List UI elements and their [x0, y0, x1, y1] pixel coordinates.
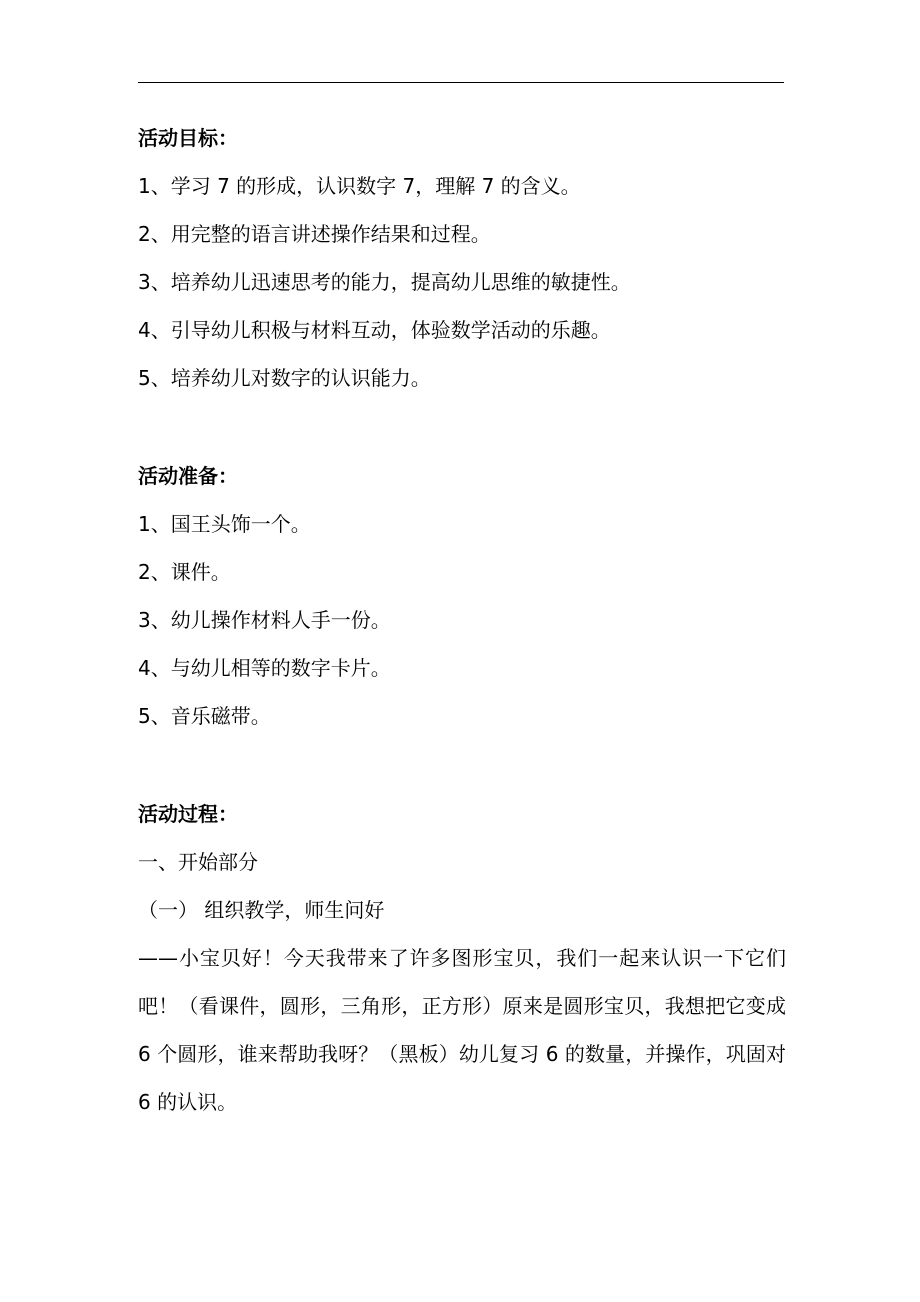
header-rule — [138, 82, 784, 83]
prep-item-5: 5、音乐磁带。 — [138, 704, 271, 728]
process-paragraph: ——小宝贝好！今天我带来了许多图形宝贝，我们一起来认识一下它们吧！（看课件，圆形，三角形，正方形）原来是圆形宝贝，我想把它变成 6 个圆形，谁来帮助我呀？（黑板）幼儿复习 6 的数量，并操作，巩固对 6 的认识。 — [138, 946, 786, 1114]
prep-item-3: 3、幼儿操作材料人手一份。 — [138, 608, 391, 632]
goal-item-3: 3、培养幼儿迅速思考的能力，提高幼儿思维的敏捷性。 — [138, 270, 631, 294]
goal-item-1: 1、学习 7 的形成，认识数字 7，理解 7 的含义。 — [138, 174, 581, 198]
goals-heading: 活动目标： — [138, 126, 238, 150]
process-sub-title: （一） 组织教学，师生问好 — [138, 898, 385, 922]
process-heading: 活动过程： — [138, 802, 238, 826]
goal-item-5: 5、培养幼儿对数字的认识能力。 — [138, 366, 431, 390]
goal-item-2: 2、用完整的语言讲述操作结果和过程。 — [138, 222, 491, 246]
preparation-heading: 活动准备： — [138, 464, 238, 488]
prep-item-2: 2、课件。 — [138, 560, 231, 584]
process-part-title: 一、开始部分 — [138, 850, 258, 874]
prep-item-4: 4、与幼儿相等的数字卡片。 — [138, 656, 391, 680]
goal-item-4: 4、引导幼儿积极与材料互动，体验数学活动的乐趣。 — [138, 318, 611, 342]
prep-item-1: 1、国王头饰一个。 — [138, 512, 311, 536]
